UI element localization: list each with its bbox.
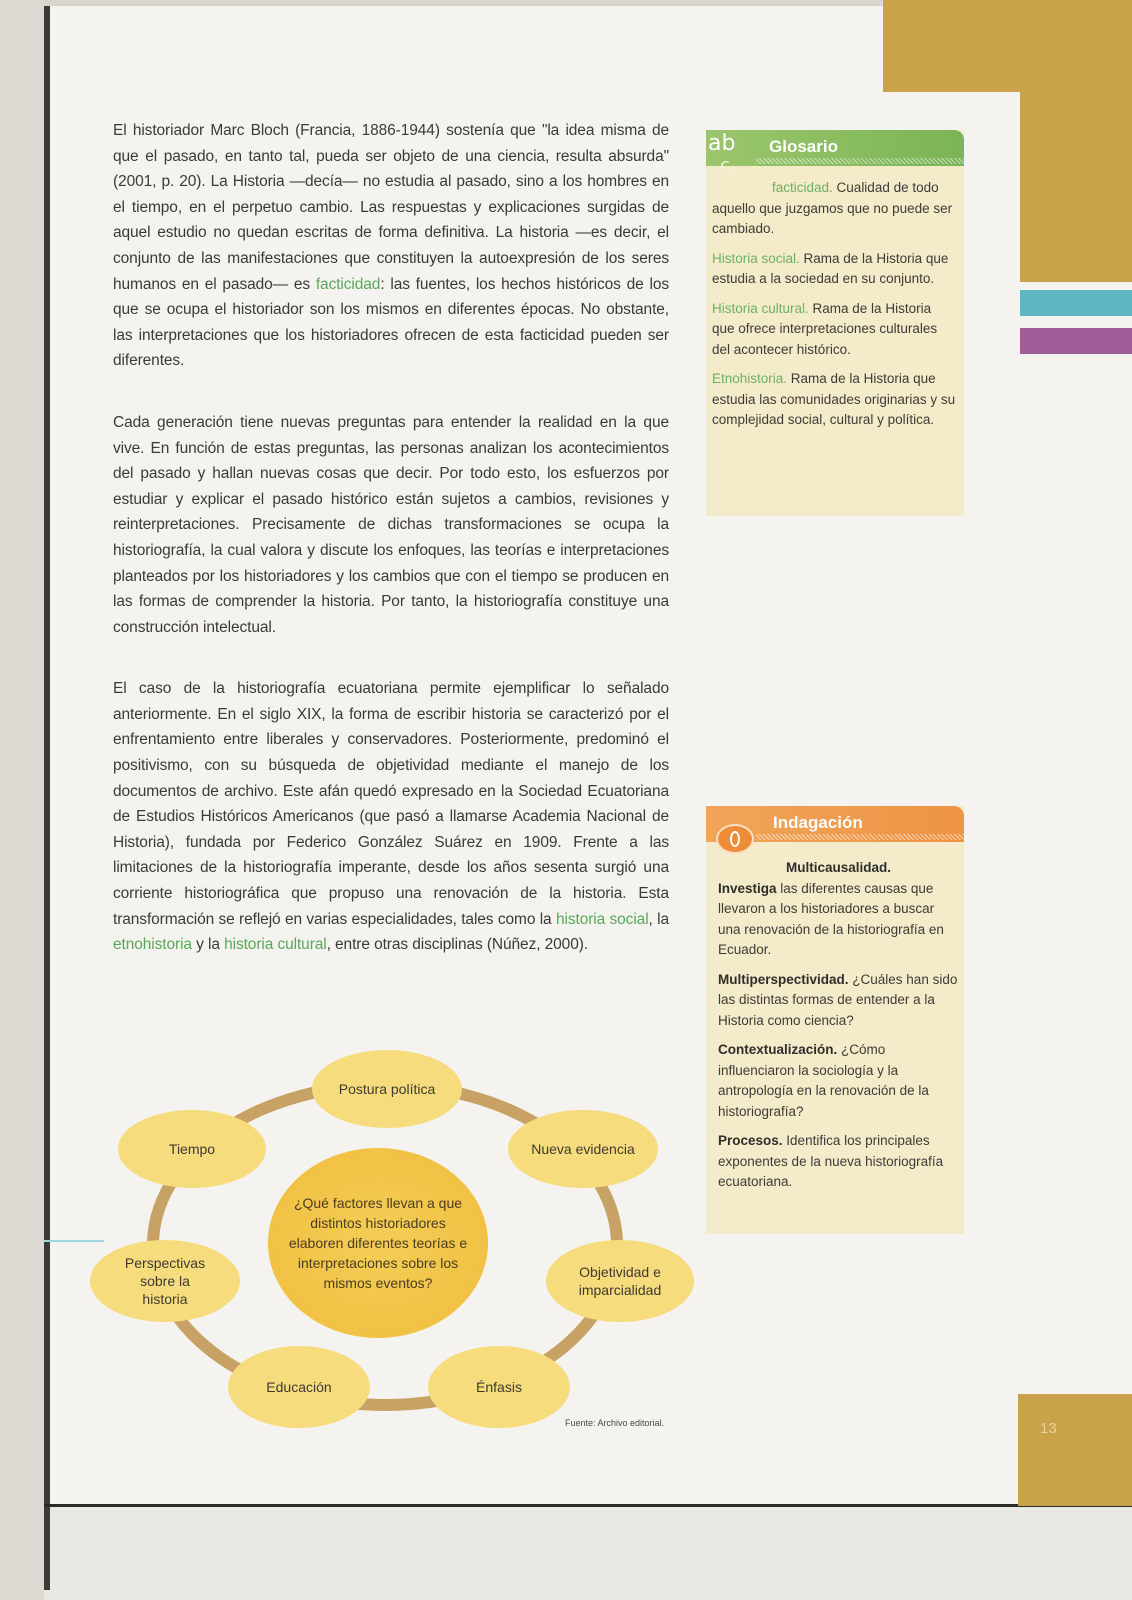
inquiry-keyword: Contextualización.: [718, 1042, 838, 1057]
inquiry-entries: [718, 858, 958, 1202]
page-number: 13: [1040, 1420, 1057, 1437]
paragraph-1-part-b: : las fuentes, los hechos históricos de los que se ocupa el historiador son los mismos en diferentes épocas. No obstante, las interpretaciones que los historiadores ofrecen de esta facticidad pueden ser diferentes.: [113, 275, 669, 370]
node-objetividad: Objetividad e imparcialidad: [546, 1240, 694, 1322]
center-question: ¿Qué factores llevan a que distintos historiadores elaboren diferentes teorías e interpretaciones sobre los mismos eventos?: [268, 1148, 488, 1338]
paragraph-3-part-b: , entre otras disciplinas (Núñez, 2000).: [326, 936, 588, 954]
paragraph-2: Cada generación tiene nuevas preguntas para entender la realidad en la que vive. En función de estas preguntas, las personas analizan los acontecimientos del pasado y hallan nuevas cosas que decir. Por todo esto, los esfuerzos por estudiar y explicar el pasado histórico están sujetos a cambios, revisiones y reinterpretaciones. Precisamente de dichas transformaciones se ocupa la historiografía, la cual valora y discute los enfoques, las teorías e interpretaciones planteados por los historiadores y los cambios que con el tiempo se producen en las formas de comprender la historia. Por tanto, la historiografía constituye una construcción intelectual.: [113, 413, 669, 636]
glossary-term: Historia social.: [712, 250, 800, 266]
abc-icon-bottom: c: [720, 155, 730, 176]
inquiry-keyword: Procesos.: [718, 1133, 783, 1148]
inquiry-heading: Multicausalidad.: [786, 860, 892, 875]
paragraph-3: [113, 676, 669, 958]
glossary-definition: Cualidad de todo aquello que juzgamos que no puede ser cambiado.: [712, 180, 953, 236]
diagram-source: Fuente: Archivo editorial.: [565, 1418, 665, 1428]
node-enfasis: Énfasis: [428, 1346, 570, 1428]
abc-icon: [708, 131, 748, 178]
page-background-bottom: [0, 1507, 1132, 1600]
inquiry-entry: [718, 970, 958, 1032]
header-hatch: [756, 158, 964, 164]
glossary-entries: [712, 178, 956, 440]
factors-diagram: [80, 1050, 700, 1480]
inquiry-entry: [718, 1040, 958, 1122]
paragraph-1-part-a: El historiador Marc Bloch (Francia, 1886-1944) sostenía que "la idea misma de que el pasado, en tanto tal, pueda ser objeto de una ciencia, resulta absurda" (2001, p. 20). La Historia —decía— no estudia al pasado, sino a los hombres en el tiempo, en el perpetuo cambio. Las respuestas y explicaciones surgidas de aquel estudio no quedan escritas de forma definitiva. La historia —es decir, el conjunto de las manifestaciones que constituyen la autoexpresión de los seres humanos en el pasado— es: [113, 122, 669, 293]
glossary-title: Glosario: [769, 137, 838, 156]
node-tiempo: Tiempo: [118, 1110, 266, 1188]
side-tab-purple: [1020, 328, 1132, 354]
inquiry-text: las diferentes causas que llevaron a los historiadores a buscar una renovación de la historiografía en Ecuador.: [718, 880, 944, 957]
abc-icon-top: ab: [708, 131, 736, 156]
inquiry-keyword: Investiga: [718, 880, 777, 896]
node-perspectivas: Perspectivas sobre la historia: [90, 1240, 240, 1322]
glossary-term: facticidad.: [772, 180, 833, 195]
paragraph-1: [113, 118, 669, 374]
term-facticidad: facticidad: [315, 275, 381, 293]
node-postura-politica: Postura política: [312, 1050, 462, 1128]
term-historia-cultural: historia cultural: [224, 936, 327, 954]
page-edge-line: [44, 0, 50, 1590]
term-etnohistoria: etnohistoria: [113, 936, 192, 954]
inquiry-text: Identifica los principales exponentes de la nueva historiografía ecuatoriana.: [718, 1133, 944, 1189]
side-tab-gold: [1020, 92, 1132, 282]
inquiry-entry: [718, 1131, 958, 1193]
glossary-entry: [712, 369, 956, 431]
glossary-definition: Rama de la Historia que estudia las comunidades originarias y su complejidad social, cultural y política.: [712, 371, 956, 427]
inquiry-entry: [718, 879, 958, 961]
glossary-header: [706, 130, 964, 176]
book-gutter: [0, 0, 44, 1600]
glossary-entry: [712, 178, 956, 240]
glossary-term: Historia cultural.: [712, 300, 809, 316]
glossary-box: [706, 130, 964, 516]
inquiry-title: Indagación: [773, 813, 863, 832]
header-hatch: [756, 834, 964, 840]
term-historia-social: historia social: [555, 910, 649, 928]
glossary-definition: Rama de la Historia que ofrece interpretaciones culturales del acontecer histórico.: [712, 300, 938, 357]
inquiry-box: [706, 806, 964, 1234]
corner-decoration: [883, 0, 1132, 92]
side-tab-teal: [1020, 290, 1132, 316]
paragraph-3-sep-1: , la: [648, 910, 669, 928]
inquiry-text: ¿Cuáles han sido las distintas formas de entender a la Historia como ciencia?: [718, 971, 958, 1028]
paragraph-3-sep-2: y la: [191, 936, 225, 954]
inquiry-keyword: Multiperspectividad.: [718, 971, 849, 987]
node-nueva-evidencia: Nueva evidencia: [508, 1110, 658, 1188]
page-number-block: [1018, 1394, 1132, 1506]
page-bottom-edge: [44, 1504, 1132, 1507]
glossary-definition: Rama de la Historia que estudia a la sociedad en su conjunto.: [712, 250, 949, 286]
glossary-entry: [712, 299, 956, 361]
paragraph-3-part-a: El caso de la historiografía ecuatoriana permite ejemplificar lo señalado anteriormente. En el siglo XIX, la forma de escribir historia se caracterizó por el enfrentamiento entre liberales y conservadores. Posteriormente, predominó el positivismo, con su búsqueda de objetividad mediante el manejo de los documentos de archivo. Este afán quedó expresado en la Sociedad Ecuatoriana de Estudios Históricos Americanos (que pasó a llamarse Academia Nacional de Historia), fundada por Federico González Suárez en 1909. Frente a las limitaciones de la historiografía imperante, desde los años sesenta surgió una corriente historiográfica que propuso una renovación de la historia. Esta transformación se reflejó en varias especialidades, tales como la: [113, 680, 669, 928]
main-text: [113, 118, 669, 994]
inquiry-text: ¿Cómo influenciaron la sociología y la antropología en la renovación de la historiografía?: [718, 1042, 929, 1119]
glossary-term: Etnohistoria.: [712, 371, 788, 386]
node-educacion: Educación: [228, 1346, 370, 1428]
glossary-entry: [712, 249, 956, 290]
magnifier-icon: [716, 824, 754, 854]
